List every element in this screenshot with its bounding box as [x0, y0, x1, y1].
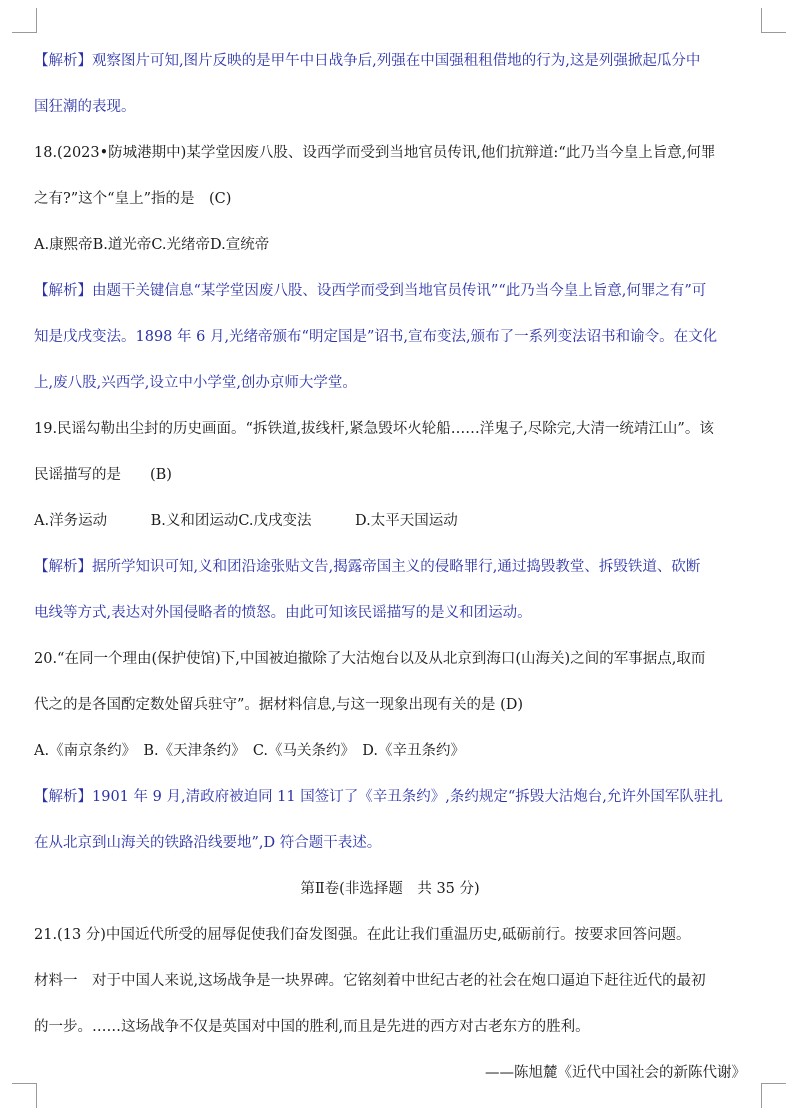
material-source: ——陈旭麓《近代中国社会的新陈代谢》: [485, 1065, 746, 1081]
analysis-line: 【解析】据所学知识可知,义和团沿途张贴文告,揭露帝国主义的侵略罪行,通过捣毁教堂、拆毁铁道、砍断: [34, 559, 701, 575]
crop-mark-top-left: [12, 8, 37, 33]
analysis-line: 在从北京到山海关的铁路沿线要地”,D 符合题干表述。: [34, 835, 382, 851]
document-content: [34, 38, 746, 1096]
crop-mark-bottom-right: [761, 1083, 786, 1108]
crop-mark-top-right: [761, 8, 786, 33]
question-21-stem: 21.(13 分)中国近代所受的屈辱促使我们奋发图强。在此让我们重温历史,砥砺前行。按要求回答问题。: [34, 927, 691, 943]
analysis-line: 【解析】由题干关键信息“某学堂因废八股、设西学而受到当地官员传讯”“此乃当今皇上旨意,何罪之有”可: [34, 283, 707, 299]
analysis-line: 电线等方式,表达对外国侵略者的愤怒。由此可知该民谣描写的是义和团运动。: [34, 605, 532, 621]
analysis-tag: 【解析】: [34, 283, 92, 299]
question-18-options: A.康熙帝B.道光帝C.光绪帝D.宣统帝: [34, 237, 270, 253]
analysis-tag: 【解析】: [34, 559, 92, 575]
question-19-options: A.洋务运动 B.义和团运动C.戊戌变法 D.太平天国运动: [34, 513, 458, 529]
question-20-options: A.《南京条约》 B.《天津条约》 C.《马关条约》 D.《辛丑条约》: [34, 743, 465, 759]
section-heading: 第Ⅱ卷(非选择题 共 35 分): [300, 881, 480, 897]
analysis-line: 知是戊戌变法。1898 年 6 月,光绪帝颁布“明定国是”诏书,宣布变法,颁布了一系列变法诏书和谕令。在文化: [34, 329, 718, 345]
question-19-stem: 19.民谣勾勒出尘封的历史画面。“拆铁道,拔线杆,紧急毁坏火轮船……洋鬼子,尽除完,大清一统靖江山”。该: [34, 421, 714, 437]
analysis-line: 国狂潮的表现。: [34, 99, 136, 115]
material-text: 材料一 对于中国人来说,这场战争是一块界碑。它铭刻着中世纪古老的社会在炮口逼迫下赶往近代的最初: [34, 973, 706, 989]
question-20-stem: 20.“在同一个理由(保护使馆)下,中国被迫撤除了大沽炮台以及从北京到海口(山海关)之间的军事据点,取而: [34, 651, 706, 667]
question-18-stem: 18.(2023•防城港期中)某学堂因废八股、设西学而受到当地官员传讯,他们抗辩道:“此乃当今皇上旨意,何罪: [34, 145, 716, 161]
material-text: 的一步。……这场战争不仅是英国对中国的胜利,而且是先进的西方对古老东方的胜利。: [34, 1019, 590, 1035]
analysis-line: 【解析】1901 年 9 月,清政府被迫同 11 国签订了《辛丑条约》,条约规定“拆毁大沽炮台,允许外国军队驻扎: [34, 789, 723, 805]
analysis-line: 【解析】观察图片可知,图片反映的是甲午中日战争后,列强在中国强租租借地的行为,这是列强掀起瓜分中: [34, 53, 701, 69]
question-18-stem: 之有?”这个“皇上”指的是 (C): [34, 191, 232, 207]
analysis-tag: 【解析】: [34, 789, 92, 805]
analysis-line: 上,废八股,兴西学,设立中小学堂,创办京师大学堂。: [34, 375, 357, 391]
question-19-stem: 民谣描写的是 (B): [34, 467, 172, 483]
analysis-tag: 【解析】: [34, 53, 92, 69]
question-20-stem: 代之的是各国酌定数处留兵驻守”。据材料信息,与这一现象出现有关的是 (D): [34, 697, 524, 713]
